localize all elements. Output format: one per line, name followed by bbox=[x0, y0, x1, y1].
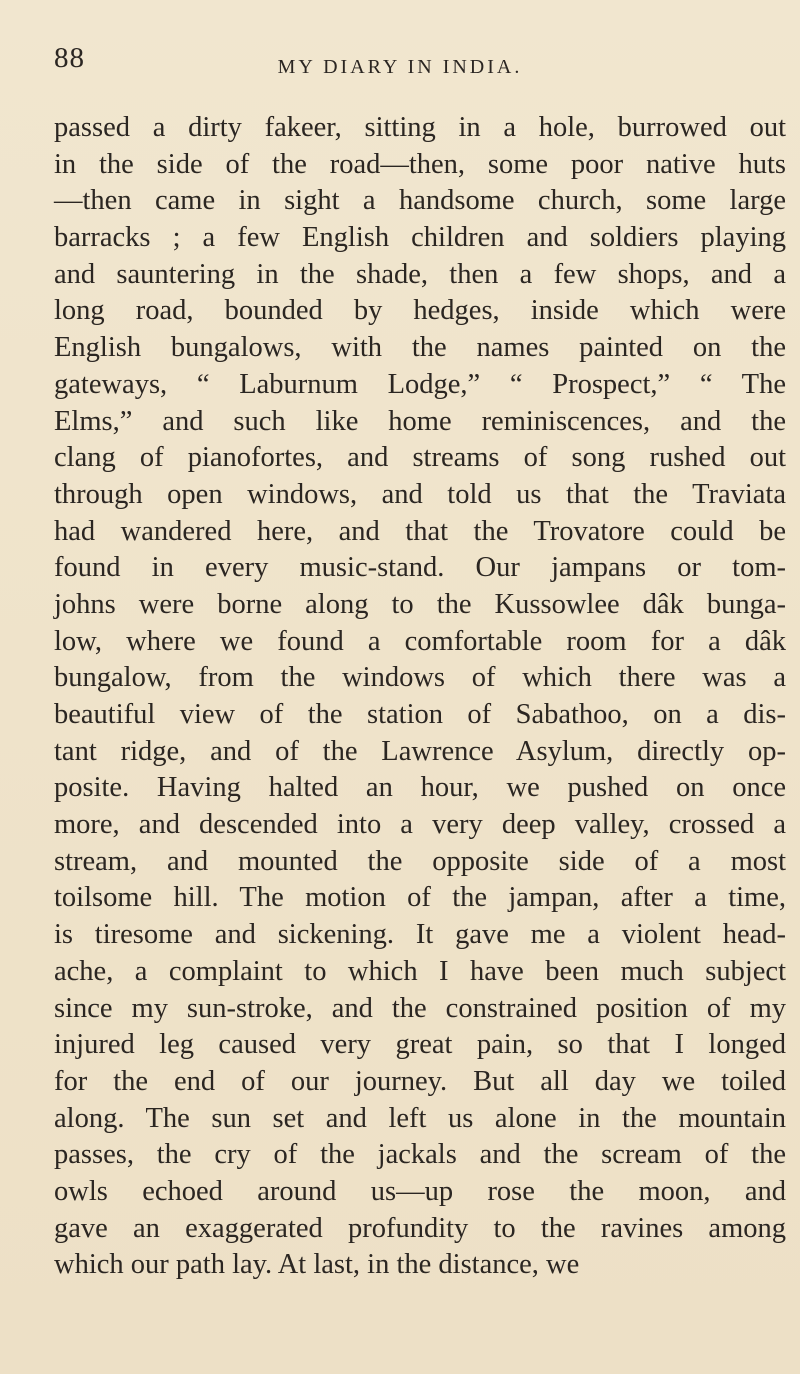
body-text bbox=[54, 110, 786, 1284]
text-line: bungalow, from the windows of which there was a bbox=[54, 662, 786, 694]
page-number: 88 bbox=[54, 42, 85, 74]
text-line: passes, the cry of the jackals and the scream of the bbox=[54, 1139, 786, 1171]
text-line: through open windows, and told us that the Traviata bbox=[54, 478, 786, 510]
text-line: clang of pianofortes, and streams of song rushed out bbox=[54, 442, 786, 474]
text-line: low, where we found a comfortable room for a dâk bbox=[54, 625, 786, 657]
text-line: ache, a complaint to which I have been much subject bbox=[54, 955, 786, 987]
text-line: injured leg caused very great pain, so that I longed bbox=[54, 1029, 786, 1061]
text-line: more, and descended into a very deep valley, crossed a bbox=[54, 809, 786, 841]
text-line: stream, and mounted the opposite side of a most bbox=[54, 845, 786, 877]
text-line: since my sun-stroke, and the constrained position of my bbox=[54, 992, 786, 1024]
text-line: English bungalows, with the names painted on the bbox=[54, 332, 786, 364]
text-line: —then came in sight a handsome church, some large bbox=[54, 185, 786, 217]
text-line: beautiful view of the station of Sabathoo, on a dis- bbox=[54, 699, 786, 730]
text-line: passed a dirty fakeer, sitting in a hole, burrowed out bbox=[54, 112, 786, 143]
text-line: long road, bounded by hedges, inside which were bbox=[54, 295, 786, 327]
running-head: MY DIARY IN INDIA. bbox=[277, 56, 523, 78]
text-line: barracks ; a few English children and soldiers playing bbox=[54, 222, 786, 254]
text-line: tant ridge, and of the Lawrence Asylum, directly op- bbox=[54, 735, 786, 767]
text-line: along. The sun set and left us alone in the mountain bbox=[54, 1102, 786, 1134]
text-line: johns were borne along to the Kussowlee dâk bunga- bbox=[54, 588, 786, 620]
text-line: owls echoed around us—up rose the moon, and bbox=[54, 1175, 786, 1207]
text-line: gateways, “ Laburnum Lodge,” “ Prospect,” “ The bbox=[54, 368, 786, 400]
text-line: Elms,” and such like home reminiscences, and the bbox=[54, 405, 786, 437]
text-line: is tiresome and sickening. It gave me a violent head- bbox=[54, 919, 786, 951]
text-line: which our path lay. At last, in the distance, we bbox=[54, 1249, 580, 1281]
text-line: found in every music-stand. Our jampans or tom- bbox=[54, 552, 786, 584]
text-line: and sauntering in the shade, then a few shops, and a bbox=[54, 258, 786, 290]
text-line: gave an exaggerated profundity to the ravines among bbox=[54, 1212, 786, 1244]
text-line: toilsome hill. The motion of the jampan, after a time, bbox=[54, 882, 786, 914]
text-line: in the side of the road—then, some poor native huts bbox=[54, 148, 786, 180]
text-line: posite. Having halted an hour, we pushed on once bbox=[54, 772, 786, 804]
text-line: for the end of our journey. But all day we toiled bbox=[54, 1065, 786, 1097]
text-line: had wandered here, and that the Trovatore could be bbox=[54, 515, 786, 547]
